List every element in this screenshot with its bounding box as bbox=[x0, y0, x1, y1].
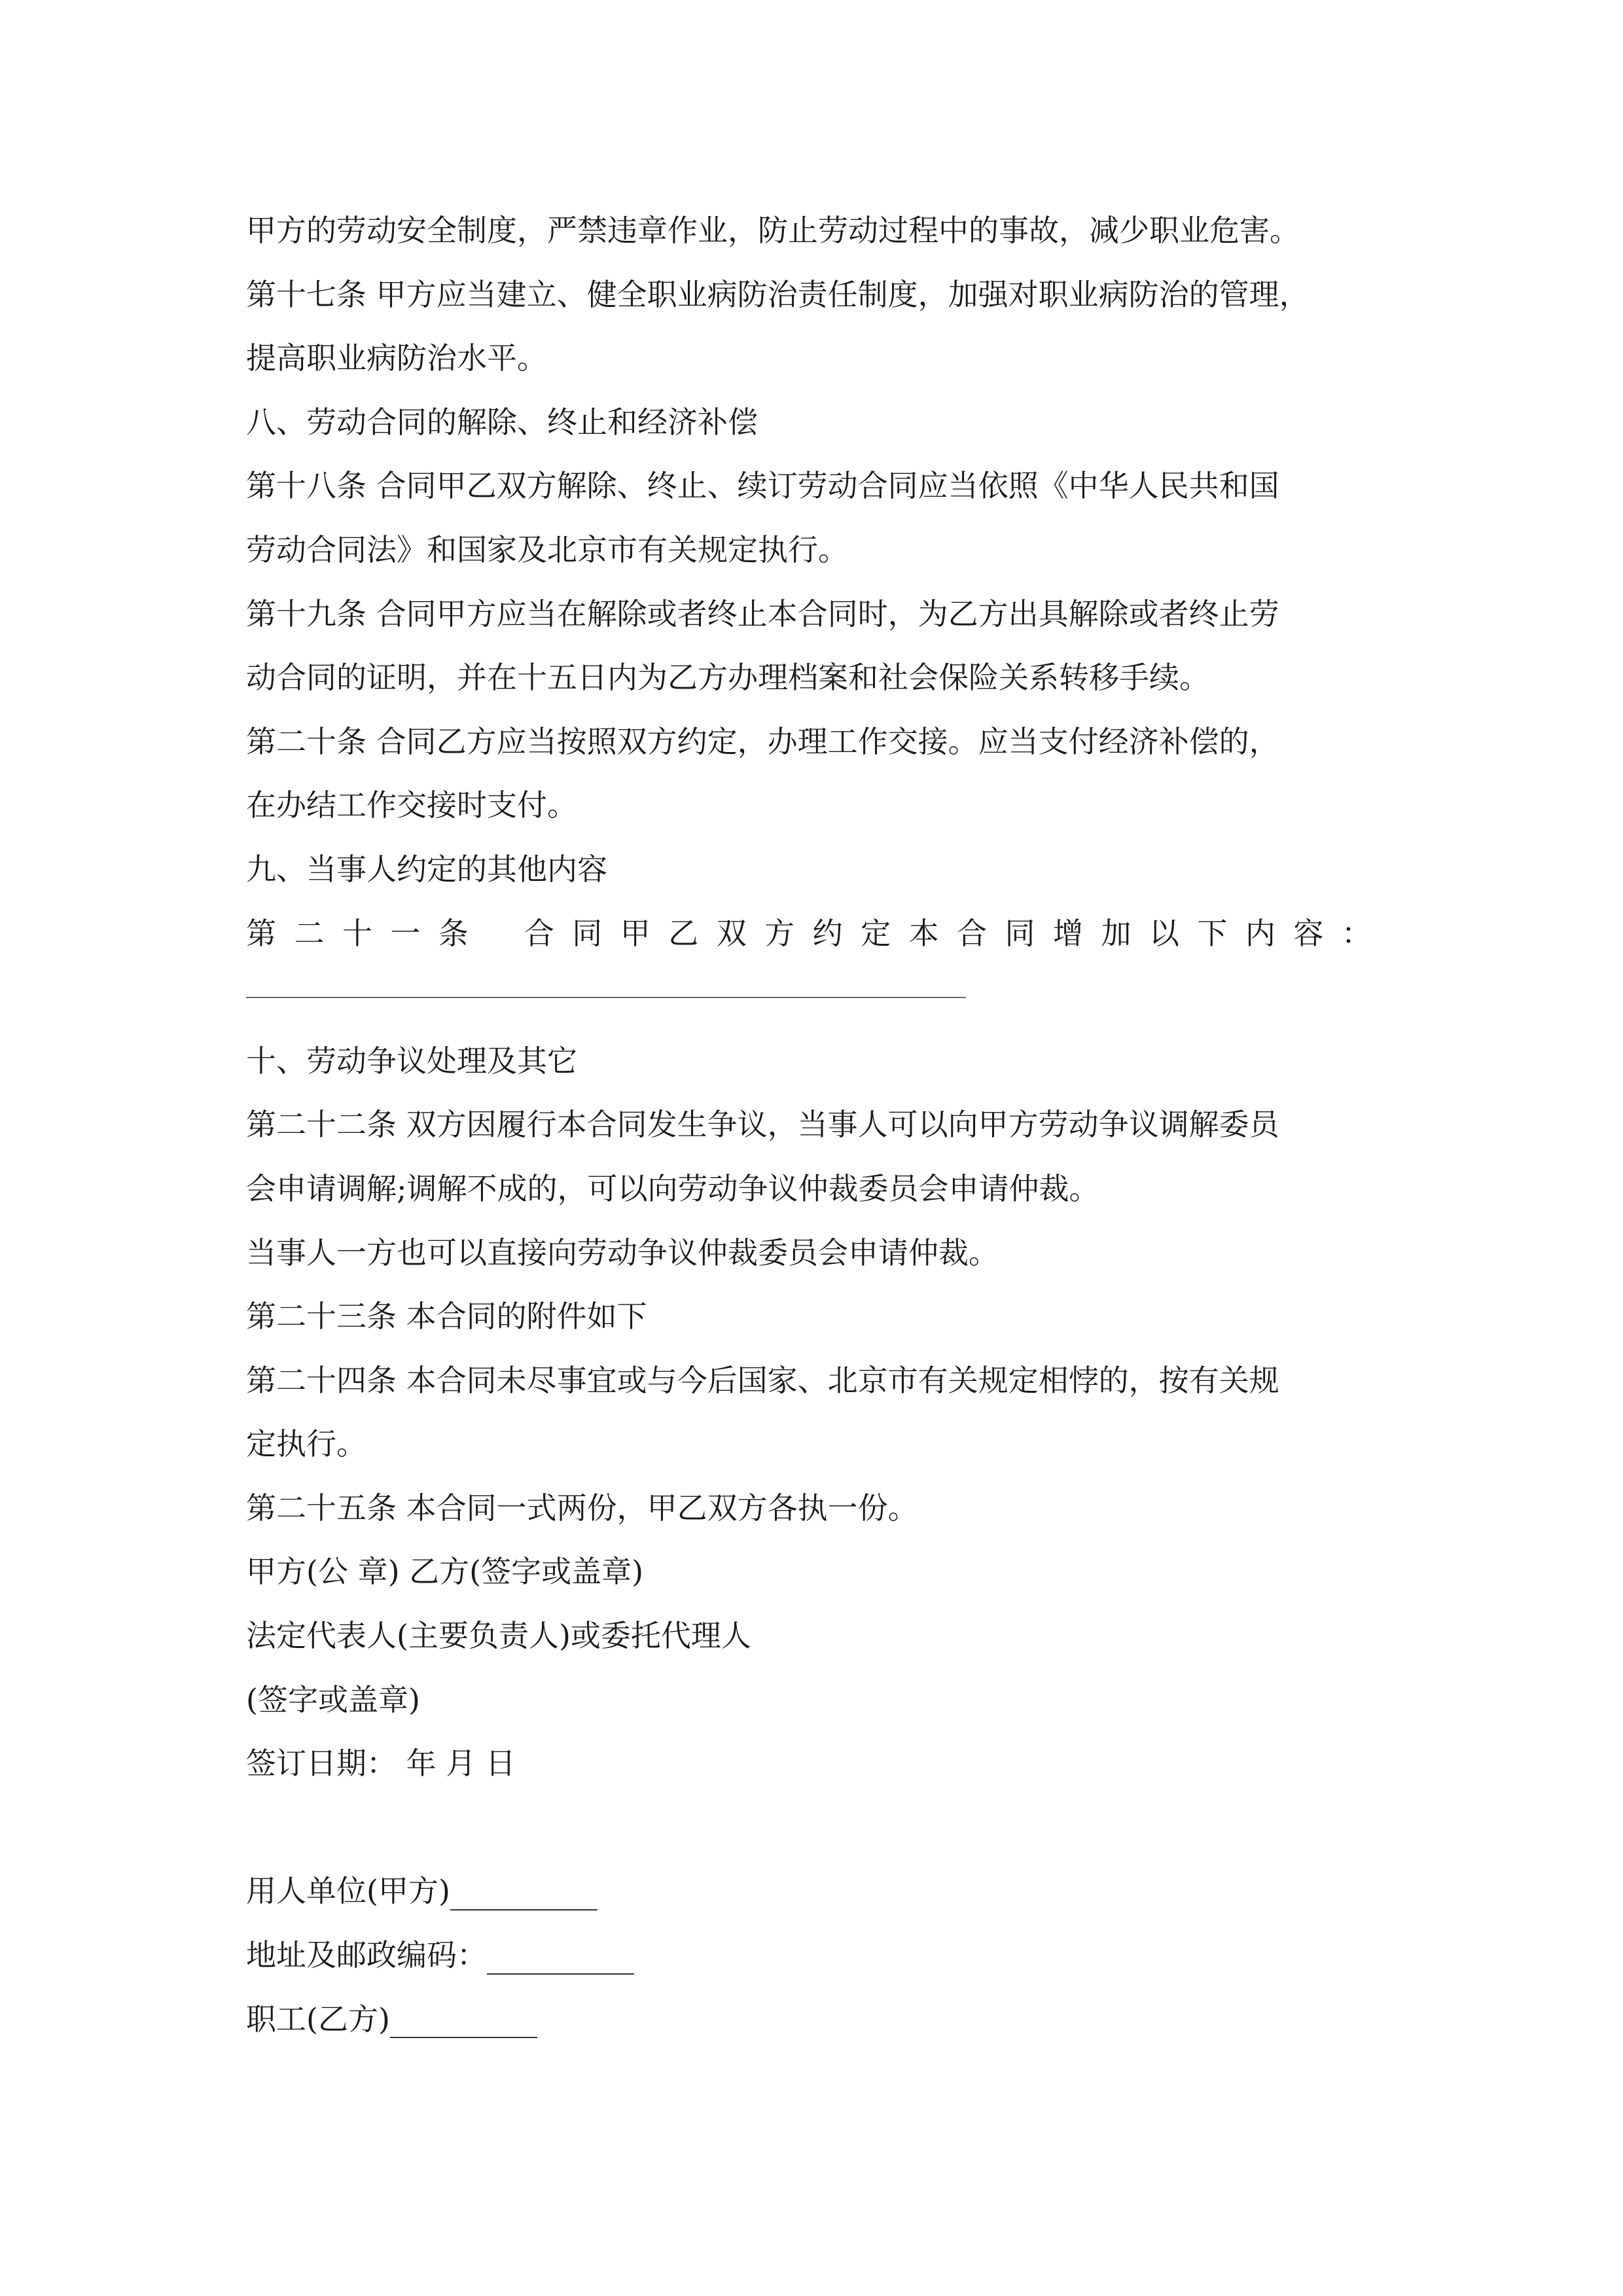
section-heading: 八、劳动合同的解除、终止和经济补偿 bbox=[246, 404, 758, 440]
fill-in-line bbox=[246, 965, 1398, 1030]
spaced-char: 增 bbox=[1052, 915, 1083, 951]
spaced-char: 双 bbox=[716, 915, 747, 951]
spaced-char: 甲 bbox=[620, 915, 651, 951]
spaced-char: 约 bbox=[812, 915, 843, 951]
spaced-char: 条 bbox=[438, 915, 469, 951]
spaced-char: 本 bbox=[908, 915, 939, 951]
text-line: 第二十四条 本合同未尽事宜或与今后国家、北京市有关规定相悖的，按有关规 bbox=[246, 1362, 1279, 1398]
section-heading: 九、当事人约定的其他内容 bbox=[246, 851, 607, 887]
text-line: 当事人一方也可以直接向劳动争议仲裁委员会申请仲裁。 bbox=[246, 1234, 999, 1270]
text-line: 第十九条 合同甲方应当在解除或者终止本合同时，为乙方出具解除或者终止劳 bbox=[246, 596, 1279, 632]
spaced-char: 加 bbox=[1101, 915, 1132, 951]
spacer bbox=[486, 902, 506, 966]
field-label: 用人单位(甲方) bbox=[246, 1873, 450, 1909]
spaced-char: 二 bbox=[294, 915, 325, 951]
spaced-char: 十 bbox=[342, 915, 372, 951]
text-line: 甲方的劳动安全制度，严禁违章作业，防止劳动过程中的事故，减少职业危害。 bbox=[246, 213, 1300, 248]
text-line: 劳动合同法》和国家及北京市有关规定执行。 bbox=[246, 531, 848, 567]
spaced-char: 定 bbox=[861, 915, 891, 951]
text-line: 第二十条 合同乙方应当按照双方约定，办理工作交接。应当支付经济补偿的， bbox=[246, 723, 1279, 759]
spaced-char: 合 bbox=[524, 915, 554, 951]
address-field bbox=[246, 1924, 1398, 1988]
signature-line: 法定代表人(主要负责人)或委托代理人 bbox=[246, 1618, 751, 1654]
date-line: 签订日期： 年 月 日 bbox=[246, 1746, 516, 1782]
underline-rule bbox=[246, 997, 966, 998]
employee-blank[interactable] bbox=[390, 1998, 537, 2038]
spaced-char: 同 bbox=[572, 915, 603, 951]
spaced-char: 内 bbox=[1245, 915, 1275, 951]
spaced-char: 同 bbox=[1005, 915, 1035, 951]
spaced-char: 合 bbox=[957, 915, 988, 951]
spaced-char: 乙 bbox=[668, 915, 699, 951]
document-body bbox=[246, 199, 1398, 2051]
employer-blank[interactable] bbox=[450, 1870, 597, 1910]
spacer bbox=[246, 1796, 1398, 1860]
spaced-char: 以 bbox=[1149, 915, 1179, 951]
text-line: 第二十二条 双方因履行本合同发生争议，当事人可以向甲方劳动争议调解委员 bbox=[246, 1107, 1279, 1143]
text-line: 第二十五条 本合同一式两份，甲乙双方各执一份。 bbox=[246, 1490, 918, 1526]
section-heading: 十、劳动争议处理及其它 bbox=[246, 1043, 577, 1079]
text-line: 定执行。 bbox=[246, 1426, 366, 1462]
spaced-char: 一 bbox=[390, 915, 421, 951]
text-line: 第二十三条 本合同的附件如下 bbox=[246, 1299, 647, 1335]
article-21-line bbox=[246, 902, 1372, 966]
spaced-char: 下 bbox=[1197, 915, 1228, 951]
field-label: 职工(乙方) bbox=[246, 2001, 390, 2037]
text-line: 第十八条 合同甲乙双方解除、终止、续订劳动合同应当依照《中华人民共和国 bbox=[246, 468, 1279, 504]
spaced-char: 容 bbox=[1293, 915, 1324, 951]
text-line: 在办结工作交接时支付。 bbox=[246, 787, 577, 823]
address-blank[interactable] bbox=[487, 1934, 634, 1975]
text-line: 第十七条 甲方应当建立、健全职业病防治责任制度，加强对职业病防治的管理， bbox=[246, 276, 1310, 312]
field-label: 地址及邮政编码： bbox=[246, 1937, 487, 1973]
text-line: 提高职业病防治水平。 bbox=[246, 340, 547, 376]
employee-field bbox=[246, 1988, 1398, 2052]
employer-field bbox=[246, 1859, 1398, 1924]
spaced-char: 第 bbox=[246, 915, 276, 951]
signature-line: (签字或盖章) bbox=[246, 1681, 420, 1717]
spaced-char: 方 bbox=[764, 915, 795, 951]
text-line: 会申请调解;调解不成的，可以向劳动争议仲裁委员会申请仲裁。 bbox=[246, 1170, 1099, 1206]
spaced-char: ： bbox=[1341, 915, 1372, 951]
signature-line: 甲方(公 章) 乙方(签字或盖章) bbox=[246, 1554, 644, 1590]
text-line: 动合同的证明，并在十五日内为乙方办理档案和社会保险关系转移手续。 bbox=[246, 660, 1209, 696]
